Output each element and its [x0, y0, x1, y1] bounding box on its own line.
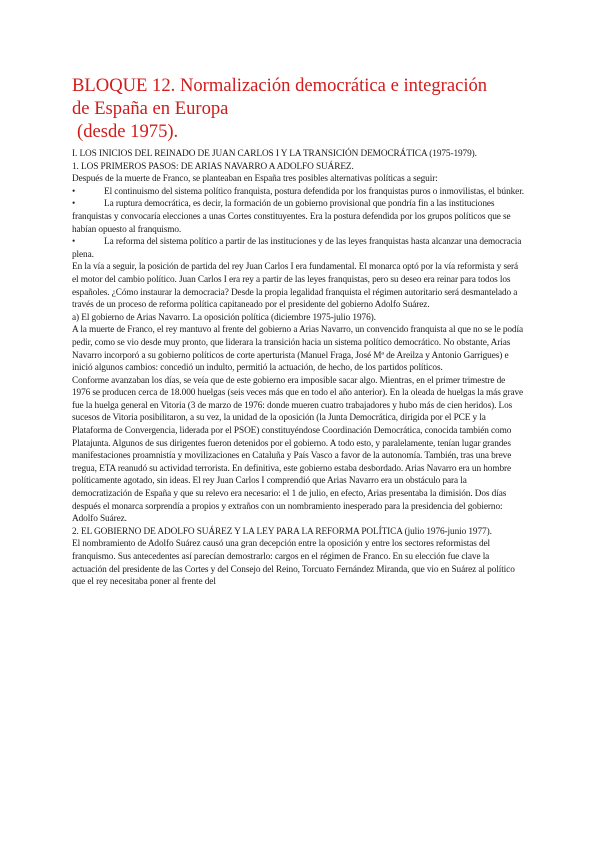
- subsection-2-heading: 2. EL GOBIERNO DE ADOLFO SUÁREZ Y LA LEY PARA LA REFORMA POLÍTICA (julio 1976-junio 1977).: [72, 526, 492, 537]
- list-item: [72, 186, 524, 199]
- paragraph-suarez: El nombramiento de Adolfo Suárez causó una gran decepción entre la oposición y entre los sectores reformistas del franquismo. Sus antecedentes así parecían demostrarlo: cargos en el régimen de Franco. En su elección fue clave la actuación del presidente de las Cortes y del Consejo del Reino, Torcuato Fernández Miranda, que vio en Suárez al político que el rey necesitaba poner al frente del: [72, 539, 515, 588]
- list-item: [72, 198, 524, 236]
- list-item-text: La reforma del sistema político a partir de las instituciones y de las leyes franquistas hasta alcanzar una democracia plena.: [72, 237, 522, 260]
- bullet-mark: •: [72, 237, 76, 248]
- list-item: [72, 236, 524, 261]
- paragraph-via: En la vía a seguir, la posición de partida del rey Juan Carlos I era fundamental. El monarca optó por la vía reformista y será el motor del cambio político. Juan Carlos I era rey a partir de las leyes franquistas, pero su deseo era reinar para todos los españoles. ¿Cómo instaurar la democracia? Desde la propia legalidad franquista el régimen autoritario será desmantelado a través de un proceso de reforma política capitaneado por el presidente del gobierno Adolfo Suárez.: [72, 262, 519, 311]
- title-line-2: de España en Europa: [72, 98, 229, 119]
- paragraph-conforme: Conforme avanzaban los días, se veía que de este gobierno era imposible sacar algo. Mientras, en el primer trimestre de 1976 se producen cerca de 18.000 huelgas (seis veces más que en todo el año anterior). En la oleada de huelgas la más grave fue la huelga general en Vitoria (3 de marzo de 1976: donde mueren cuatro trabajadores y hubo más de cien heridos). Los sucesos de Vitoria posibilitaron, a su vez, la unidad de la oposición (la Junta Democrática, dirigida por el PCE y la Plataforma de Convergencia, liderada por el PSOE) constituyéndose Coordinación Democrática, conocida también como Platajunta. Algunos de sus dirigentes fueron detenidos por el gobierno. A todo esto, y paralelamente, tenían lugar grandes manifestaciones proamnistía y movilizaciones en Cataluña y País Vasco a favor de la autonomía. También, tras una breve tregua, ETA reanudó su actividad terrorista. En definitiva, este gobierno estaba desbordado. Arias Navarro era un hombre políticamente agotado, sin ideas. El rey Juan Carlos I comprendió que Arias Navarro era un obstáculo para la democratización de España y que su relevo era necesario: el 1 de julio, en efecto, Arias presentaba la dimisión. Dos días después el monarca sorprendía a propios y extraños con un nombramiento inesperado para la presidencia del gobierno: Adolfo Suárez.: [72, 375, 524, 525]
- bullet-mark: •: [72, 199, 76, 210]
- bullet-mark: •: [72, 186, 76, 197]
- subsection-a-heading: a) El gobierno de Arias Navarro. La oposición política (diciembre 1975-julio 1976).: [72, 312, 376, 323]
- intro-paragraph: Después de la muerte de Franco, se planteaban en España tres posibles alternativas políticas a seguir:: [72, 174, 438, 185]
- document-title: [72, 74, 524, 143]
- list-item-text: La ruptura democrática, es decir, la formación de un gobierno provisional que pondría fin a las instituciones franquistas y convocaría elecciones a unas Cortes constituyentes. Era la postura defendida por los grupos políticos que se habían opuesto al franquismo.: [72, 199, 511, 235]
- list-item-text: El continuismo del sistema político franquista, postura defendida por los franquistas puros o inmovilistas, el búnker.: [104, 186, 524, 197]
- title-line-3: (desde 1975).: [77, 121, 179, 142]
- title-line-1: BLOQUE 12. Normalización democrática e integración: [72, 75, 488, 96]
- document-body: [72, 148, 524, 589]
- paragraph-arias: A la muerte de Franco, el rey mantuvo al frente del gobierno a Arias Navarro, un convencido franquista al que no se le podía pedir, como se vio desde muy pronto, que liderara la transición hacia un sistema político democrático. No obstante, Arias Navarro incorporó a su gobierno políticos de corte aperturista (Manuel Fraga, José Mª de Areilza y Antonio Garrigues) e inició algunos cambios: concedió un indulto, permitió la actuación, de hecho, de los partidos políticos.: [72, 325, 523, 374]
- document-page: [72, 74, 524, 589]
- section-heading: I. LOS INICIOS DEL REINADO DE JUAN CARLOS I Y LA TRANSICIÓN DEMOCRÁTICA (1975-1979).: [72, 149, 477, 159]
- subsection-1-heading: 1. LOS PRIMEROS PASOS: DE ARIAS NAVARRO A ADOLFO SUÁREZ.: [72, 161, 354, 172]
